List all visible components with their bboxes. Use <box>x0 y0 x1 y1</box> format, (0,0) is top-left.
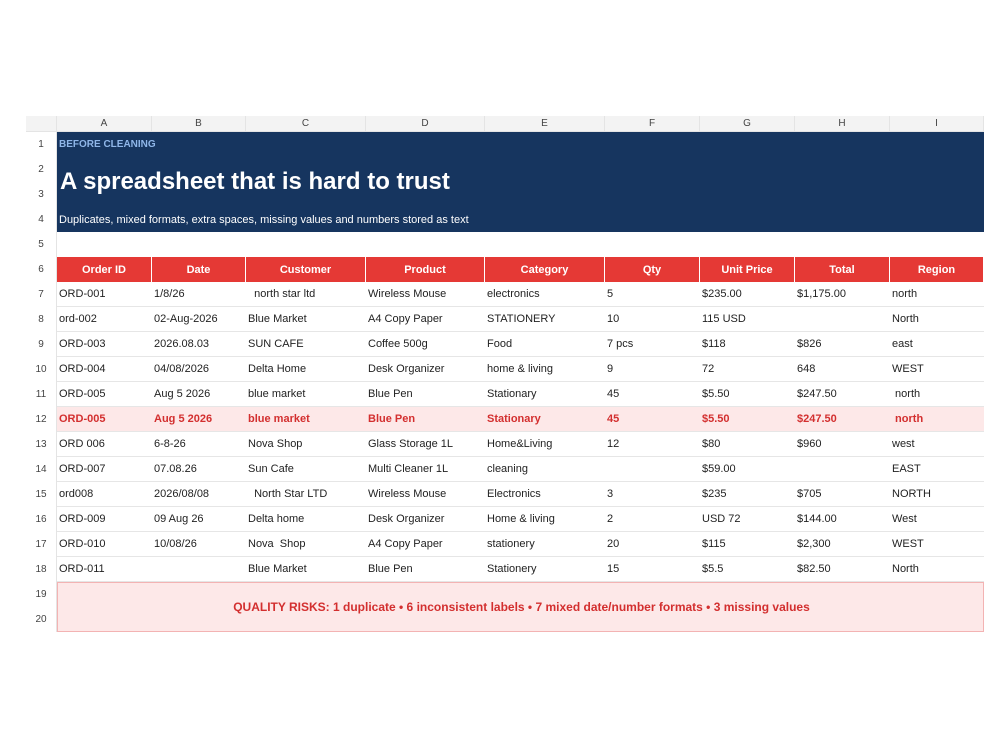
table-cell[interactable] <box>795 457 890 482</box>
table-cell[interactable]: east <box>890 332 984 357</box>
duplicate-row-cell[interactable]: Blue Pen <box>366 407 485 432</box>
table-cell[interactable]: $59.00 <box>700 457 795 482</box>
table-cell[interactable]: 648 <box>795 357 890 382</box>
table-header-cell[interactable]: Region <box>890 257 984 282</box>
table-cell[interactable]: north <box>890 282 984 307</box>
table-header-cell[interactable]: Product <box>366 257 485 282</box>
duplicate-row-cell[interactable]: ORD-005 <box>57 407 152 432</box>
row-header-16[interactable]: 16 <box>26 507 57 532</box>
row-header-14[interactable]: 14 <box>26 457 57 482</box>
table-cell[interactable]: 20 <box>605 532 700 557</box>
table-cell[interactable]: Desk Organizer <box>366 357 485 382</box>
table-cell[interactable]: Delta home <box>246 507 366 532</box>
table-cell[interactable]: electronics <box>485 282 605 307</box>
select-all-corner[interactable] <box>26 116 57 132</box>
column-header-b[interactable]: B <box>152 116 246 132</box>
table-cell[interactable]: North <box>890 557 984 582</box>
table-cell[interactable]: 07.08.26 <box>152 457 246 482</box>
row-header-15[interactable]: 15 <box>26 482 57 507</box>
table-cell[interactable]: Blue Pen <box>366 382 485 407</box>
table-cell[interactable]: ORD-010 <box>57 532 152 557</box>
table-cell[interactable]: Blue Market <box>246 307 366 332</box>
column-header-g[interactable]: G <box>700 116 795 132</box>
table-cell[interactable]: 2026.08.03 <box>152 332 246 357</box>
table-cell[interactable]: Electronics <box>485 482 605 507</box>
table-cell[interactable]: North Star LTD <box>246 482 366 507</box>
duplicate-row-cell[interactable]: Aug 5 2026 <box>152 407 246 432</box>
row-header-10[interactable]: 10 <box>26 357 57 382</box>
table-cell[interactable]: 2026/08/08 <box>152 482 246 507</box>
table-cell[interactable]: 3 <box>605 482 700 507</box>
table-cell[interactable]: STATIONERY <box>485 307 605 332</box>
table-cell[interactable]: ORD-007 <box>57 457 152 482</box>
table-cell[interactable]: 12 <box>605 432 700 457</box>
table-cell[interactable]: North <box>890 307 984 332</box>
column-header-e[interactable]: E <box>485 116 605 132</box>
row-header-8[interactable]: 8 <box>26 307 57 332</box>
row-header-4[interactable]: 4 <box>26 207 57 232</box>
duplicate-row-cell[interactable]: blue market <box>246 407 366 432</box>
table-cell[interactable]: $144.00 <box>795 507 890 532</box>
table-cell[interactable]: ord-002 <box>57 307 152 332</box>
empty-cell[interactable] <box>700 232 795 257</box>
table-cell[interactable]: ORD-001 <box>57 282 152 307</box>
table-cell[interactable]: A4 Copy Paper <box>366 532 485 557</box>
duplicate-row-cell[interactable]: north <box>890 407 984 432</box>
table-cell[interactable]: $705 <box>795 482 890 507</box>
row-header-17[interactable]: 17 <box>26 532 57 557</box>
table-cell[interactable]: $247.50 <box>795 382 890 407</box>
table-cell[interactable]: West <box>890 507 984 532</box>
row-header-18[interactable]: 18 <box>26 557 57 582</box>
table-cell[interactable]: blue market <box>246 382 366 407</box>
table-cell[interactable]: 72 <box>700 357 795 382</box>
table-cell[interactable]: EAST <box>890 457 984 482</box>
table-cell[interactable]: 2 <box>605 507 700 532</box>
table-cell[interactable]: home & living <box>485 357 605 382</box>
table-cell[interactable] <box>605 457 700 482</box>
table-cell[interactable]: 09 Aug 26 <box>152 507 246 532</box>
table-cell[interactable]: Nova Shop <box>246 532 366 557</box>
table-cell[interactable]: ORD-004 <box>57 357 152 382</box>
table-cell[interactable]: 5 <box>605 282 700 307</box>
table-cell[interactable]: Glass Storage 1L <box>366 432 485 457</box>
table-cell[interactable]: 9 <box>605 357 700 382</box>
table-cell[interactable]: $235.00 <box>700 282 795 307</box>
row-header-7[interactable]: 7 <box>26 282 57 307</box>
table-cell[interactable]: $1,175.00 <box>795 282 890 307</box>
table-cell[interactable]: ORD-009 <box>57 507 152 532</box>
banner-subtitle: Duplicates, mixed formats, extra spaces, missing values and numbers stored as text <box>59 213 469 226</box>
table-cell[interactable]: NORTH <box>890 482 984 507</box>
row-header-5[interactable]: 5 <box>26 232 57 257</box>
table-cell[interactable] <box>152 557 246 582</box>
empty-cell[interactable] <box>246 232 366 257</box>
duplicate-row-cell[interactable]: $247.50 <box>795 407 890 432</box>
table-cell[interactable]: west <box>890 432 984 457</box>
table-cell[interactable]: 1/8/26 <box>152 282 246 307</box>
table-cell[interactable]: Delta Home <box>246 357 366 382</box>
table-cell[interactable]: north <box>890 382 984 407</box>
table-header-cell[interactable]: Order ID <box>57 257 152 282</box>
table-cell[interactable]: 15 <box>605 557 700 582</box>
column-header-f[interactable]: F <box>605 116 700 132</box>
table-cell[interactable]: ORD 006 <box>57 432 152 457</box>
table-cell[interactable]: $115 <box>700 532 795 557</box>
duplicate-row-cell[interactable]: $5.50 <box>700 407 795 432</box>
row-header-11[interactable]: 11 <box>26 382 57 407</box>
table-cell[interactable]: 10/08/26 <box>152 532 246 557</box>
row-header-20[interactable]: 20 <box>26 607 57 632</box>
table-header-cell[interactable]: Date <box>152 257 246 282</box>
banner-label: BEFORE CLEANING <box>59 139 156 150</box>
row-header-13[interactable]: 13 <box>26 432 57 457</box>
table-cell[interactable]: Stationery <box>485 557 605 582</box>
table-cell[interactable]: $80 <box>700 432 795 457</box>
table-cell[interactable]: Sun Cafe <box>246 457 366 482</box>
table-cell[interactable]: A4 Copy Paper <box>366 307 485 332</box>
table-cell[interactable]: ord008 <box>57 482 152 507</box>
empty-cell[interactable] <box>890 232 984 257</box>
table-cell[interactable]: Wireless Mouse <box>366 482 485 507</box>
table-cell[interactable]: Nova Shop <box>246 432 366 457</box>
column-header-a[interactable]: A <box>57 116 152 132</box>
table-cell[interactable]: Stationary <box>485 382 605 407</box>
table-cell[interactable]: Blue Pen <box>366 557 485 582</box>
table-cell[interactable]: SUN CAFE <box>246 332 366 357</box>
table-cell[interactable]: 02-Aug-2026 <box>152 307 246 332</box>
duplicate-row-cell[interactable]: Stationary <box>485 407 605 432</box>
row-header-1[interactable]: 1 <box>26 132 57 157</box>
spreadsheet-grid <box>26 116 984 632</box>
table-cell[interactable]: $2,300 <box>795 532 890 557</box>
table-cell[interactable]: Aug 5 2026 <box>152 382 246 407</box>
table-cell[interactable]: ORD-011 <box>57 557 152 582</box>
table-cell[interactable]: Coffee 500g <box>366 332 485 357</box>
column-header-d[interactable]: D <box>366 116 485 132</box>
table-cell[interactable]: $960 <box>795 432 890 457</box>
table-cell[interactable]: $826 <box>795 332 890 357</box>
table-cell[interactable]: Multi Cleaner 1L <box>366 457 485 482</box>
table-cell[interactable]: ORD-005 <box>57 382 152 407</box>
table-cell[interactable]: north star ltd <box>246 282 366 307</box>
quality-risks-summary: QUALITY RISKS: 1 duplicate • 6 inconsistent labels • 7 mixed date/number formats • 3 missing values <box>57 582 984 632</box>
table-cell[interactable]: 04/08/2026 <box>152 357 246 382</box>
row-header-19[interactable]: 19 <box>26 582 57 607</box>
table-cell[interactable]: Home&Living <box>485 432 605 457</box>
table-cell[interactable]: $235 <box>700 482 795 507</box>
table-cell[interactable]: $118 <box>700 332 795 357</box>
row-header-2[interactable]: 2 <box>26 157 57 182</box>
table-cell[interactable]: stationery <box>485 532 605 557</box>
table-cell[interactable]: Home & living <box>485 507 605 532</box>
row-header-6[interactable]: 6 <box>26 257 57 282</box>
table-header-cell[interactable]: Unit Price <box>700 257 795 282</box>
table-header-cell[interactable]: Total <box>795 257 890 282</box>
table-header-cell[interactable]: Category <box>485 257 605 282</box>
table-cell[interactable]: USD 72 <box>700 507 795 532</box>
table-cell[interactable]: Blue Market <box>246 557 366 582</box>
empty-cell[interactable] <box>795 232 890 257</box>
row-header-3[interactable]: 3 <box>26 182 57 207</box>
column-header-h[interactable]: H <box>795 116 890 132</box>
table-cell[interactable]: 6-8-26 <box>152 432 246 457</box>
table-cell[interactable]: 115 USD <box>700 307 795 332</box>
table-cell[interactable]: ORD-003 <box>57 332 152 357</box>
table-header-cell[interactable]: Qty <box>605 257 700 282</box>
empty-cell[interactable] <box>152 232 246 257</box>
banner-title: A spreadsheet that is hard to trust <box>60 168 450 195</box>
table-cell[interactable]: Desk Organizer <box>366 507 485 532</box>
row-header-9[interactable]: 9 <box>26 332 57 357</box>
table-cell[interactable]: Food <box>485 332 605 357</box>
table-cell[interactable]: 10 <box>605 307 700 332</box>
table-cell[interactable]: Wireless Mouse <box>366 282 485 307</box>
empty-cell[interactable] <box>605 232 700 257</box>
table-cell[interactable]: cleaning <box>485 457 605 482</box>
column-header-i[interactable]: I <box>890 116 984 132</box>
row-header-12[interactable]: 12 <box>26 407 57 432</box>
table-cell[interactable]: $5.50 <box>700 382 795 407</box>
table-cell[interactable]: WEST <box>890 532 984 557</box>
empty-cell[interactable] <box>485 232 605 257</box>
table-cell[interactable]: 7 pcs <box>605 332 700 357</box>
table-cell[interactable]: 45 <box>605 382 700 407</box>
table-cell[interactable]: $5.5 <box>700 557 795 582</box>
empty-cell[interactable] <box>57 232 152 257</box>
empty-cell[interactable] <box>366 232 485 257</box>
table-cell[interactable]: $82.50 <box>795 557 890 582</box>
table-header-cell[interactable]: Customer <box>246 257 366 282</box>
column-header-c[interactable]: C <box>246 116 366 132</box>
table-cell[interactable]: WEST <box>890 357 984 382</box>
table-cell[interactable] <box>795 307 890 332</box>
duplicate-row-cell[interactable]: 45 <box>605 407 700 432</box>
